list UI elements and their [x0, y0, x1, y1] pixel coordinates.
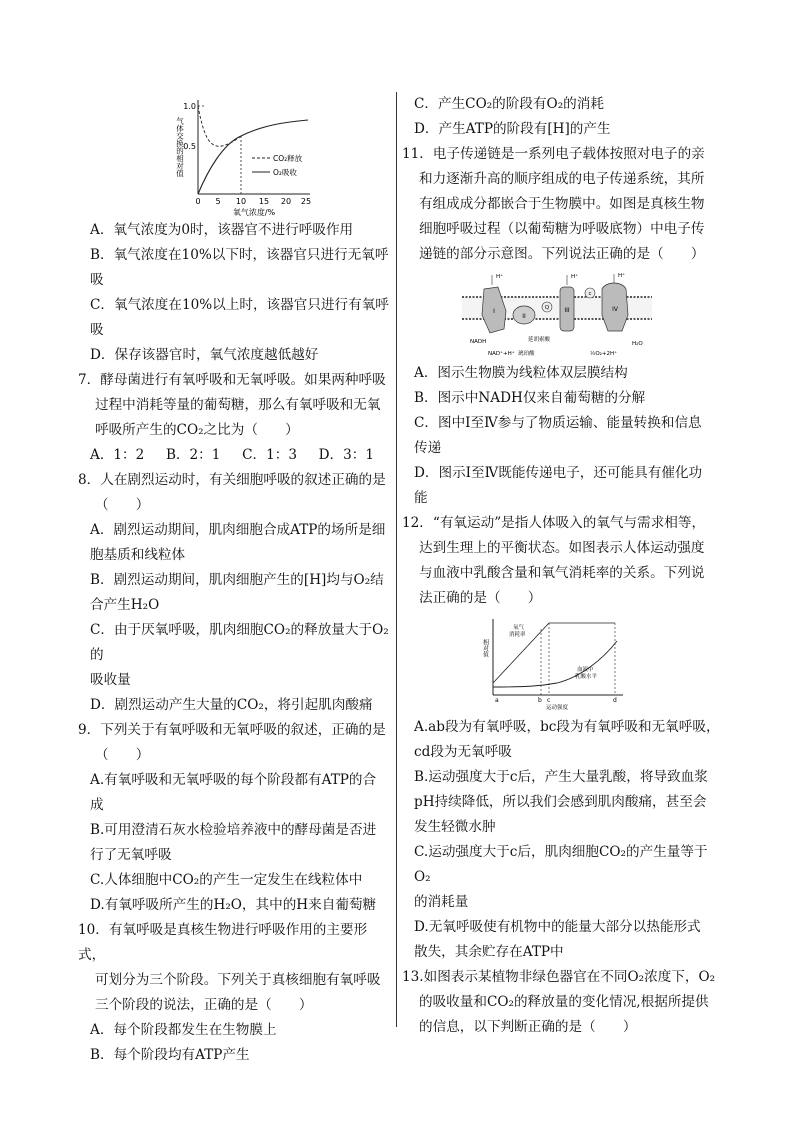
q10-stem-cont: 三个阶段的说法，正确的是（ ） [95, 997, 313, 1013]
q8-option-b[interactable]: B．剧烈运动期间，肌肉细胞产生的[H]均与O₂结 [90, 572, 384, 588]
q11-stem-cont: 递链的部分示意图。下列说法正确的是（ ） [419, 246, 705, 262]
q6-option-a[interactable]: A．氧气浓度为0时，该器官不进行呼吸作用 [90, 222, 354, 238]
q12-option-a[interactable]: A.ab段为有氧呼吸，bc段为有氧呼吸和无氧呼吸， [414, 719, 720, 735]
complex-i-label: I [493, 308, 495, 315]
q8-option-a[interactable]: A．剧烈运动期间，肌肉细胞合成ATP的场所是细 [90, 522, 386, 538]
exercise-intensity-graph [477, 615, 627, 713]
q12-option-c-cont: 的消耗量 [414, 894, 469, 910]
q7-options [78, 443, 394, 468]
q11-stem-cont: 有组成成分都嵌合于生物膜中。如图是真核生物 [419, 196, 705, 212]
left-column [78, 92, 394, 1068]
q10-stem: 10．有氧呼吸是真核生物进行呼吸作用的主要形式， [78, 922, 368, 963]
q10-option-b[interactable]: B．每个阶段均有ATP产生 [90, 1047, 250, 1063]
q12-option-b-cont: 发生轻微水肿 [414, 819, 496, 835]
q13-stem-cont: 的信息，以下判断正确的是（ ） [419, 1019, 637, 1035]
cytochrome-c-label: c [588, 291, 592, 297]
legend-o2: O₂吸收 [273, 168, 297, 177]
q9-stem-cont: （ ） [95, 747, 150, 763]
q10-option-c[interactable]: C．产生CO₂的阶段有O₂的消耗 [414, 96, 604, 112]
q12-option-b[interactable]: B.运动强度大于c后，产生大量乳酸，将导致血浆 [414, 769, 708, 785]
oxygen-gas-exchange-graph [168, 92, 318, 218]
q10-option-d[interactable]: D．产生ATP的阶段有[H]的产生 [414, 121, 611, 137]
water-label: H₂O [632, 341, 643, 347]
h-plus-label: H⁺ [618, 273, 626, 279]
q8-option-d[interactable]: D．剧烈运动产生大量的CO₂，将引起肌肉酸痛 [90, 697, 373, 713]
q9-option-c[interactable]: C.人体细胞中CO₂的产生一定发生在线粒体中 [90, 872, 363, 888]
h-plus-label: H⁺ [571, 274, 579, 280]
q12-stem: 12．“有氧运动”是指人体吸入的氧气与需求相等， [402, 515, 706, 531]
column-divider [396, 92, 397, 1027]
q11-option-c[interactable]: C．图中Ⅰ至Ⅳ参与了物质运输、能量转换和信息 [414, 415, 702, 431]
q9-option-b[interactable]: B.可用澄清石灰水检验培养液中的酵母菌是否进 [90, 822, 377, 838]
q8-option-b-cont: 合产生H₂O [90, 597, 160, 613]
q9-option-a[interactable]: A.有氧呼吸和无氧呼吸的每个阶段都有ATP的合 [90, 772, 377, 788]
q9-stem: 9．下列关于有氧呼吸和无氧呼吸的叙述，正确的是 [78, 722, 386, 738]
q12-stem-cont: 达到生理上的平衡状态。如图表示人体运动强度 [419, 540, 705, 556]
x-tick-label: 0 [195, 197, 201, 206]
q6-option-d[interactable]: D．保存该器官时，氧气浓度越低越好 [90, 347, 319, 363]
q8-option-c-cont: 吸收量 [90, 672, 131, 688]
q12-option-d-cont: 散失，其余贮存在ATP中 [414, 944, 564, 960]
y-tick-label: 1.0 [183, 102, 196, 111]
q7-stem-cont: 呼吸所产生的CO₂之比为（ ） [95, 422, 299, 438]
q12-option-d[interactable]: D.无氧呼吸使有机物中的能量大部分以热能形式 [414, 919, 701, 935]
q10-stem-cont: 可划分为三个阶段。下列关于真核细胞有氧呼吸 [95, 972, 381, 988]
q10-option-a[interactable]: A．每个阶段都发生在生物膜上 [90, 1022, 277, 1038]
q11-option-b[interactable]: B．图示中NADH仅来自葡萄糖的分解 [414, 390, 646, 406]
q12-stem-cont: 法正确的是（ ） [419, 590, 542, 606]
x-axis-label: 氧气浓度/% [232, 208, 276, 217]
q13-stem-cont: 的吸收量和CO₂的释放量的变化情况,根据所提供 [419, 994, 709, 1010]
fumarate-label: 延胡索酸 [528, 337, 551, 343]
x-tick-label: 25 [300, 197, 312, 206]
q-carrier-label: Q [544, 305, 550, 311]
q7-option-b[interactable]: B．2：1 [165, 447, 221, 463]
q11-option-c-cont: 传递 [414, 440, 442, 456]
x-tick-label: 15 [258, 197, 270, 206]
o2-label-line2: 消耗率 [509, 632, 526, 638]
q7-option-d[interactable]: D．3：1 [318, 447, 374, 463]
succinate-label: 琥珀酸 [518, 351, 535, 357]
y-axis-label: 相对值 [481, 639, 489, 657]
lactate-label-line1: 血液中 [577, 667, 594, 673]
q11-stem: 11．电子传递链是一系列电子载体按照对电子的亲 [402, 146, 705, 162]
q8-option-a-cont: 胞基质和线粒体 [90, 547, 186, 563]
x-tick-label: 20 [280, 197, 292, 206]
x-tick-label: 10 [235, 197, 247, 206]
lactate-label-line2: 乳酸水平 [575, 674, 598, 680]
q6-option-c-cont: 吸 [90, 322, 104, 338]
q11-stem-cont: 和力逐渐升高的顺序组成的电子传递系统，其所 [419, 171, 705, 187]
o2-label-line1: 氧气 [513, 625, 525, 631]
q9-option-b-cont: 行了无氧呼吸 [90, 847, 172, 863]
electron-transport-chain-diagram [462, 271, 652, 359]
q12-stem-cont: 与血液中乳酸含量和氧气消耗率的关系。下列说 [419, 565, 705, 581]
q9-option-a-cont: 成 [90, 797, 104, 813]
q12-option-b-cont: pH持续降低，所以我们会感到肌肉酸痛，甚至会 [414, 794, 707, 810]
q7-stem: 7．酵母菌进行有氧呼吸和无氧呼吸。如果两种呼吸 [78, 372, 386, 388]
q9-option-d[interactable]: D.有氧呼吸所产生的H₂O，其中的H来自葡萄糖 [90, 897, 377, 913]
q7-stem-cont: 过程中消耗等量的葡萄糖，那么有氧呼吸和无氧 [95, 397, 381, 413]
point-a: a [495, 697, 499, 704]
point-b: b [538, 697, 542, 704]
lactate-curve [493, 641, 617, 687]
q11-option-d[interactable]: D．图示Ⅰ至Ⅳ既能传递电子，还可能具有催化功 [414, 465, 703, 481]
oxygen-label: ½O₂+2H⁺ [590, 351, 618, 357]
q13-stem: 13.如图表示某植物非绿色器官在不同O₂浓度下，O₂ [402, 969, 716, 985]
h-plus-label: H⁺ [496, 274, 504, 280]
nad-label: NAD⁺+H⁺ [488, 351, 515, 357]
point-c: c [547, 697, 551, 704]
legend-co2: CO₂释放 [273, 154, 303, 163]
q8-stem: 8．人在剧烈运动时，有关细胞呼吸的叙述正确的是 [78, 472, 386, 488]
q8-stem-cont: （ ） [95, 497, 150, 513]
complex-ii-label: II [522, 313, 526, 320]
y-tick-label: 0.5 [183, 142, 196, 151]
q11-option-a[interactable]: A．图示生物膜为线粒体双层膜结构 [414, 365, 628, 381]
complex-iv-label: IV [612, 306, 618, 313]
q11-stem-cont: 细胞呼吸过程（以葡萄糖为呼吸底物）中电子传 [419, 221, 705, 237]
q6-option-b[interactable]: B．氧气浓度在10%以下时，该器官只进行无氧呼 [90, 247, 389, 263]
x-axis-label: 运动强度 [545, 705, 569, 711]
q7-option-c[interactable]: C．1：3 [242, 447, 297, 463]
complex-iii-label: III [564, 307, 570, 314]
q11-option-d-cont: 能 [414, 490, 428, 506]
q6-option-c[interactable]: C．氧气浓度在10%以上时，该器官只进行有氧呼 [90, 297, 389, 313]
right-column [402, 92, 720, 1040]
q7-option-a[interactable]: A．1：2 [90, 447, 145, 463]
point-d: d [613, 697, 617, 704]
nadh-label: NADH [470, 339, 487, 345]
x-tick-label: 5 [215, 197, 221, 206]
q12-option-a-cont: cd段为无氧呼吸 [414, 744, 512, 760]
q6-option-b-cont: 吸 [90, 272, 104, 288]
q12-option-c[interactable]: C.运动强度大于c后，肌肉细胞CO₂的产生量等于O₂ [414, 844, 708, 885]
y-axis-label: 气体交换的相对值 [175, 117, 185, 177]
q8-option-c[interactable]: C．由于厌氧呼吸，肌肉细胞CO₂的释放量大于O₂的 [90, 622, 389, 663]
